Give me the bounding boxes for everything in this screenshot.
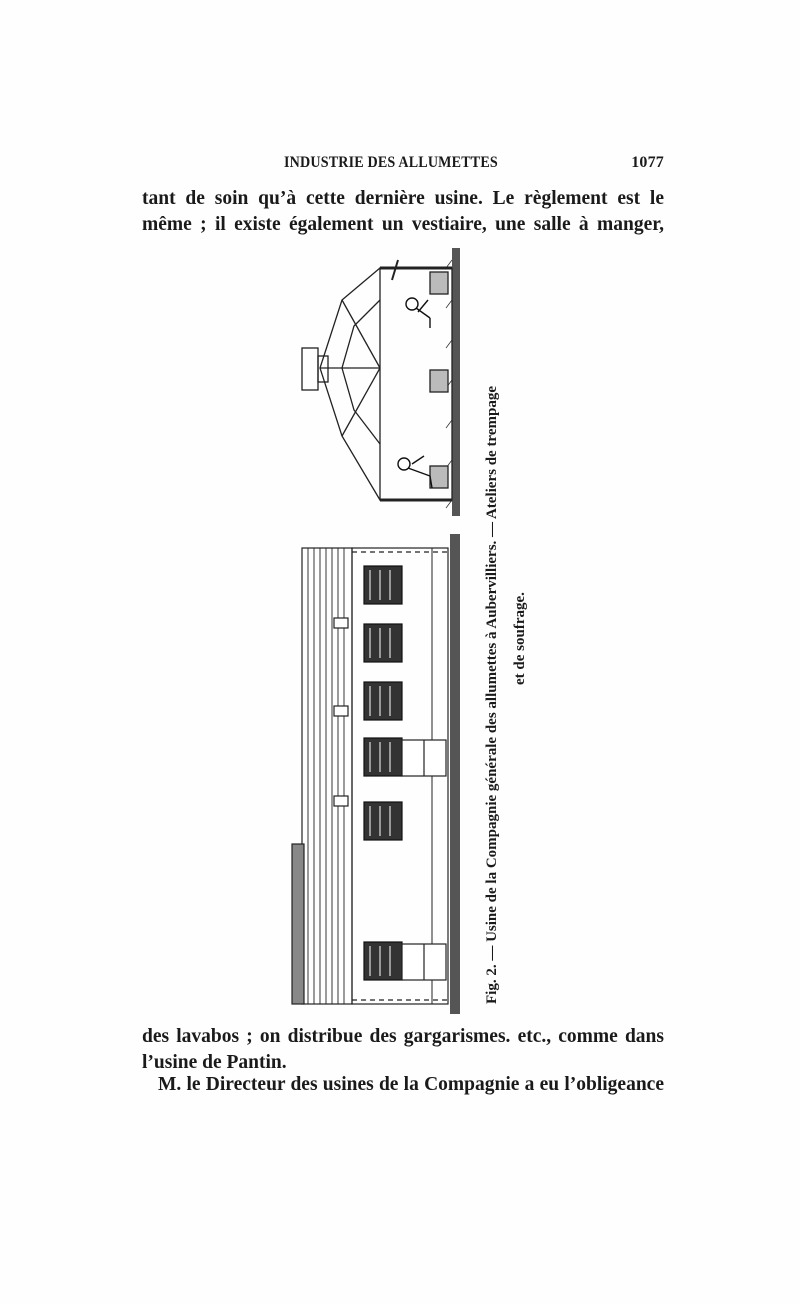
factory-illustration	[280, 240, 550, 1020]
paragraph-last	[158, 1072, 664, 1098]
text-line: M. le Directeur des usines de la Compagnie a eu l’obligeance	[158, 1074, 664, 1095]
page-number: 1077	[631, 154, 664, 171]
worker-figure	[398, 456, 432, 488]
running-title: INDUSTRIE DES ALLUMETTES	[284, 154, 498, 171]
text-line: tant de soin qu’à cette dernière usine. Le règlement est le	[142, 188, 664, 209]
building-cross-section	[302, 248, 460, 516]
factory-drawing	[280, 240, 550, 1020]
text-line: des lavabos ; on distribue des gargarismes. etc., comme dans	[142, 1026, 664, 1047]
building-elevation	[292, 534, 460, 1014]
paragraph-bottom	[142, 1024, 664, 1076]
figure-caption: Fig. 2. — Usine de la Compagnie générale des allumettes à Aubervilliers. — Ateliers de trempage	[484, 386, 500, 1004]
text-line: même ; il existe également un vestiaire, une salle à manger,	[142, 214, 664, 235]
text-line: l’usine de Pantin.	[142, 1052, 287, 1073]
paragraph-top	[142, 186, 664, 238]
figure-caption-continued: et de soufrage.	[512, 592, 528, 685]
worker-figure	[406, 298, 430, 328]
